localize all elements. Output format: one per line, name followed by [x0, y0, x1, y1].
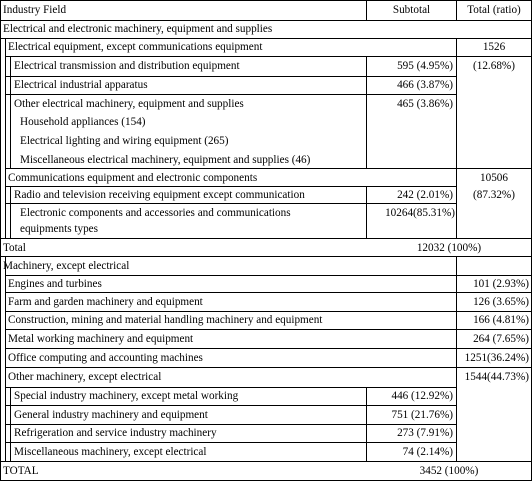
row-total: 126 (3.65%) — [473, 296, 529, 308]
rule — [5, 405, 456, 406]
rule-bottom — [0, 480, 532, 481]
row-label: Electrical industrial apparatus — [14, 79, 148, 91]
rule — [5, 311, 532, 312]
sub-item: Miscellaneous electrical machinery, equipment and supplies (46) — [20, 154, 311, 166]
row-total: 1251(36.24%) — [464, 352, 529, 364]
group-total-communications: 10506 — [480, 172, 508, 184]
row-label: Other electrical machinery, equipment and supplies — [14, 98, 244, 110]
rule — [5, 348, 532, 349]
rule — [5, 168, 532, 169]
row-total: 264 (7.65%) — [473, 333, 529, 345]
row-subtotal: 465 (3.86%) — [397, 98, 453, 110]
row-subtotal: 273 (7.91%) — [397, 427, 453, 439]
row-label: General industry machinery and equipment — [14, 409, 208, 421]
rule — [0, 256, 532, 257]
rule-top — [0, 0, 532, 1]
row-label: Electrical transmission and distribution equipment — [14, 60, 240, 72]
section-title-machinery: Machinery, except electrical — [3, 260, 130, 272]
rule — [5, 256, 6, 462]
total-value-electrical: 12032 (100%) — [416, 242, 482, 254]
total-label: Total — [3, 242, 26, 254]
row-label: Construction, mining and material handling machinery and equipment — [8, 314, 323, 326]
rule — [5, 203, 456, 204]
row-subtotal: 466 (3.87%) — [397, 79, 453, 91]
header-industry-field: Industry Field — [3, 4, 67, 16]
group-title-communications: Communications equipment and electronic components — [8, 172, 258, 184]
rule — [5, 292, 532, 293]
sub-item: Household appliances (154) — [20, 116, 146, 128]
rule — [5, 38, 6, 239]
rule — [0, 461, 532, 462]
row-subtotal: 10264(85.31%) — [385, 207, 455, 219]
row-label: Special industry machinery, except metal working — [14, 390, 239, 402]
row-total: 101 (2.93%) — [473, 278, 529, 290]
group-title-electrical-equipment: Electrical equipment, except communications equipment — [8, 41, 263, 53]
rule — [0, 238, 532, 239]
rule — [5, 76, 456, 77]
rule — [5, 56, 532, 57]
header-subtotal: Subtotal — [392, 4, 431, 16]
row-label: Metal working machinery and equipment — [8, 333, 194, 345]
section-title-electrical: Electrical and electronic machinery, equipment and supplies — [3, 23, 273, 35]
rule — [366, 56, 367, 169]
rule — [0, 38, 532, 39]
row-label: Other machinery, except electrical — [8, 371, 162, 383]
group-ratio-communications: (87.32%) — [473, 189, 515, 201]
total-label: TOTAL — [3, 465, 39, 477]
rule — [5, 186, 456, 187]
group-ratio-electrical-equipment: (12.68%) — [473, 60, 515, 72]
rule — [0, 20, 532, 21]
row-total: 1544(44.73%) — [464, 371, 529, 383]
row-label: Refrigeration and service industry machinery — [14, 427, 217, 439]
row-label-line2: equipments types — [20, 223, 98, 235]
group-total-electrical-equipment: 1526 — [482, 41, 506, 53]
row-subtotal: 751 (21.76%) — [391, 409, 453, 421]
rule — [5, 367, 532, 368]
row-subtotal: 242 (2.01%) — [397, 189, 453, 201]
row-label: Farm and garden machinery and equipment — [8, 296, 203, 308]
rule — [5, 94, 456, 95]
row-subtotal: 595 (4.95%) — [397, 60, 453, 72]
row-label-line1: Electronic components and accessories and communications — [20, 207, 291, 219]
rule — [10, 56, 11, 169]
row-total: 166 (4.81%) — [473, 314, 529, 326]
row-label: Office computing and accounting machines — [8, 352, 203, 364]
header-total-ratio: Total (ratio) — [467, 4, 521, 16]
rule-left — [0, 0, 1, 481]
rule — [5, 329, 532, 330]
rule — [5, 387, 456, 388]
rule — [5, 442, 456, 443]
row-label: Radio and television receiving equipment except communication — [14, 189, 305, 201]
rule — [5, 424, 456, 425]
rule — [10, 387, 11, 462]
row-label: Engines and turbines — [8, 278, 102, 290]
sub-item: Electrical lighting and wiring equipment (265) — [20, 135, 229, 147]
rule — [10, 186, 11, 239]
row-subtotal: 74 (2.14%) — [402, 446, 453, 458]
total-value-machinery: 3452 (100%) — [419, 465, 479, 477]
row-subtotal: 446 (12.92%) — [391, 390, 453, 402]
row-label: Miscellaneous machinery, except electrical — [14, 446, 207, 458]
rule — [5, 275, 532, 276]
